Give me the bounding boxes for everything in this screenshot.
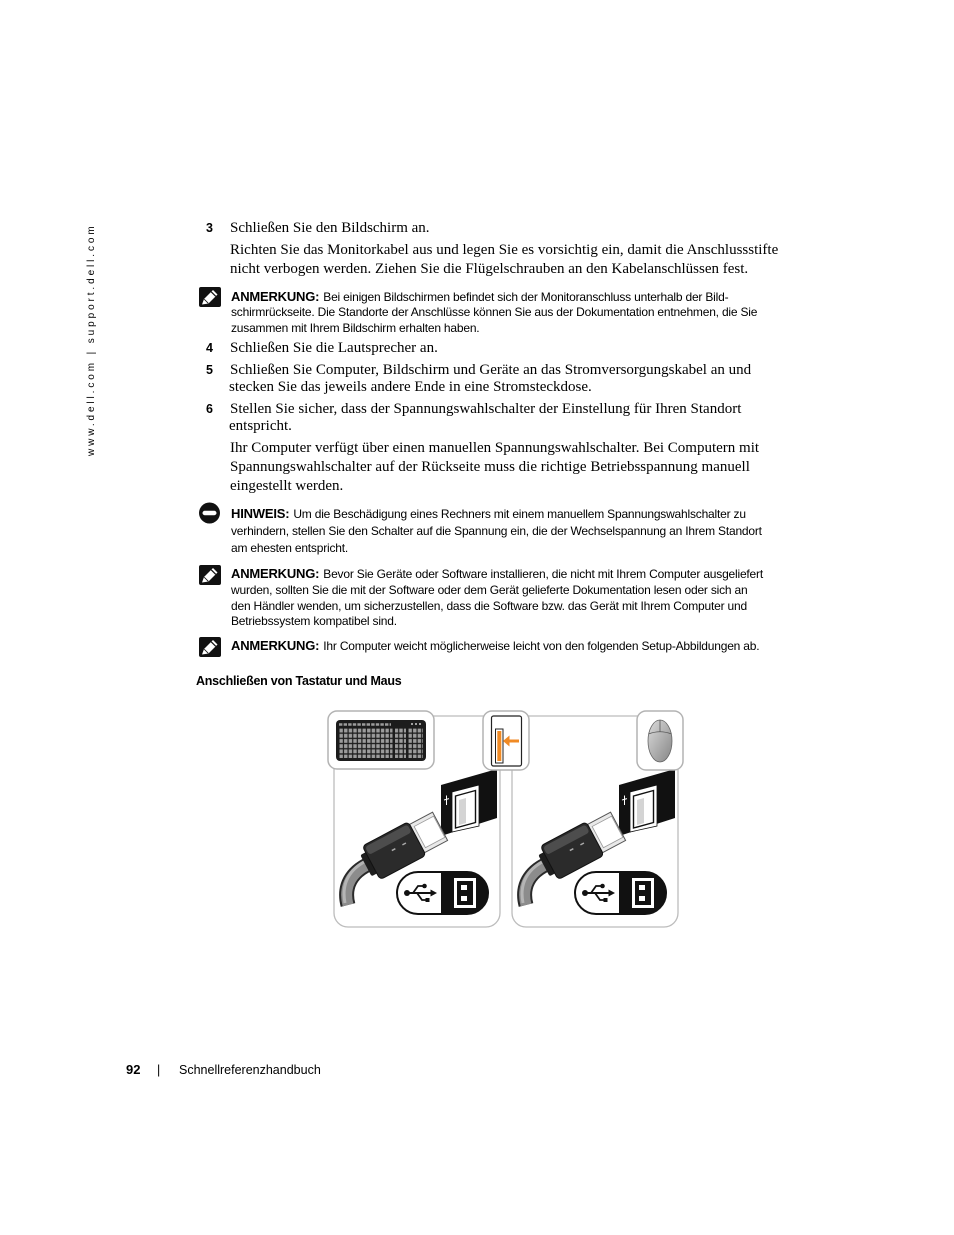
step-text: Schließen Sie die Lautsprecher an.	[230, 340, 438, 356]
step-text: Schließen Sie den Bildschirm an.	[230, 220, 430, 236]
step-text: Stellen Sie sicher, dass der Spannungswahlschalter der Einstellung für Ihren Standort	[230, 401, 742, 417]
step-text: stecken Sie das jeweils andere Ende in eine Stromsteckdose.	[229, 379, 592, 395]
step-number: 6	[206, 402, 213, 416]
note-first-line	[231, 289, 728, 305]
step-text: Schließen Sie Computer, Bildschirm und Geräte an das Stromversorgungskabel an und	[230, 362, 752, 378]
note-text-line: den Händler wenden, um sicherzustellen, dass die Software bzw. das Gerät mit Ihrem Computer und	[231, 599, 747, 613]
notice-text-line: verhindern, stellen Sie den Schalter auf die Spannung ein, die der Wechselspannung an Ihrem Standort	[231, 524, 762, 538]
keyboard-icon	[328, 711, 434, 769]
notice-label: HINWEIS:	[231, 506, 290, 521]
note-text-line: schirmrückseite. Die Standorte der Anschlüsse können Sie aus der Dokumentation entnehmen, die Sie	[231, 305, 758, 319]
pencil-note-icon	[199, 287, 221, 307]
footer-separator: |	[157, 1063, 161, 1077]
side-url: www.dell.com | support.dell.com	[86, 223, 97, 456]
notice-icon	[198, 502, 221, 524]
step-detail-line: Spannungswahlschalter auf der Rückseite muss die richtige Betriebsspannung manuell	[230, 459, 750, 475]
notice-first-line	[231, 506, 746, 522]
note-label: ANMERKUNG:	[231, 289, 320, 304]
note-first-line	[231, 638, 759, 654]
pencil-note-icon	[199, 565, 221, 585]
usb-port-label	[575, 872, 669, 914]
pencil-note-icon	[199, 637, 221, 657]
step-detail-line: Ihr Computer verfügt über einen manuellen Spannungswahlschalter. Bei Computern mit	[230, 440, 760, 456]
computer-back-panel-icon	[483, 711, 529, 770]
step-number: 4	[206, 341, 213, 355]
notice-text-line: am ehesten entspricht.	[231, 541, 349, 555]
page-number: 92	[126, 1062, 141, 1077]
footer-title: Schnellreferenzhandbuch	[179, 1063, 321, 1077]
note-text-line: wurden, sollten Sie die mit der Software oder dem Gerät gelieferte Dokumentation lesen oder sich an	[231, 583, 748, 597]
note-text-line: zusammen mit Ihrem Bildschirm erhalten haben.	[231, 321, 480, 335]
step-detail-line: Richten Sie das Monitorkabel aus und legen Sie es vorsichtig ein, damit die Anschlussstifte	[230, 242, 779, 258]
mouse-icon	[637, 711, 683, 770]
usb-port-label	[397, 872, 491, 914]
note-label: ANMERKUNG:	[231, 638, 320, 653]
step-detail-line: nicht verbogen werden. Ziehen Sie die Flügelschrauben an den Kabelanschlüssen fest.	[230, 261, 749, 277]
step-detail-line: eingestellt werden.	[230, 478, 344, 494]
keyboard-mouse-connection-illustration	[320, 705, 690, 935]
note-text: Bei einigen Bildschirmen befindet sich der Monitoranschluss unterhalb der Bild-	[323, 290, 729, 304]
note-first-line	[231, 566, 763, 582]
section-heading: Anschließen von Tastatur und Maus	[196, 674, 402, 688]
note-text: Ihr Computer weicht möglicherweise leicht von den folgenden Setup-Abbildungen ab.	[323, 639, 760, 653]
step-number: 3	[206, 221, 213, 235]
step-text: entspricht.	[229, 418, 292, 434]
note-text-line: Betriebssystem kompatibel sind.	[231, 614, 397, 628]
step-number: 5	[206, 363, 213, 377]
note-text: Bevor Sie Geräte oder Software installieren, die nicht mit Ihrem Computer ausgeliefert	[323, 567, 763, 581]
notice-text: Um die Beschädigung eines Rechners mit einem manuellem Spannungswahlschalter zu	[293, 507, 746, 521]
note-label: ANMERKUNG:	[231, 566, 320, 581]
